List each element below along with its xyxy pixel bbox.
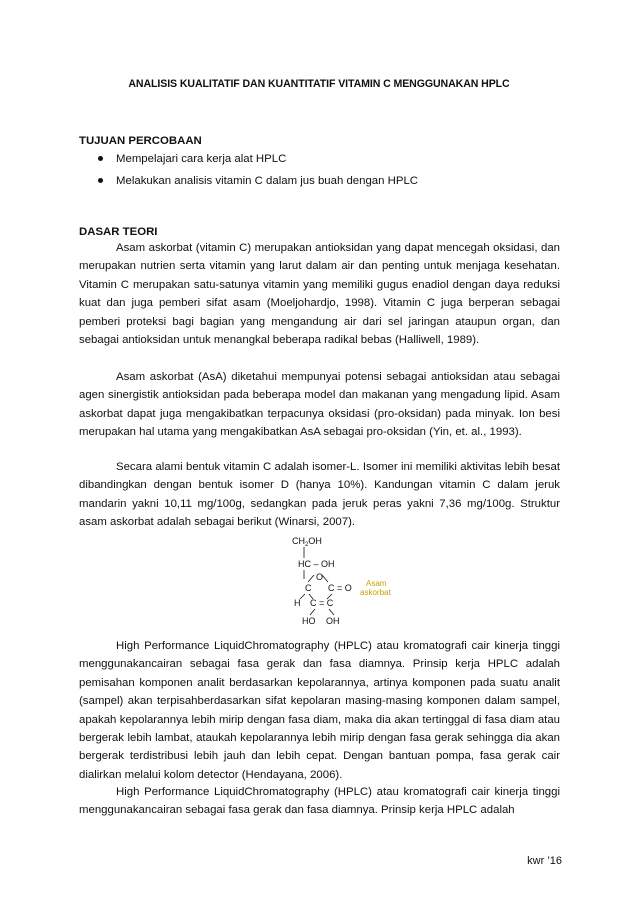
c-double-c-label: C = C (310, 598, 334, 608)
list-item: Mempelajari cara kerja alat HPLC (96, 148, 418, 170)
list-item: Melakukan analisis vitamin C dalam jus buah dengan HPLC (96, 170, 418, 192)
carbonyl-label: C = O (328, 583, 352, 593)
oh-label: OH (326, 616, 340, 626)
paragraph-2: Asam askorbat (AsA) diketahui mempunyai potensi sebagai antioksidan atau sebagai agen sinergistik antioksidan pada beberapa model dan makanan yang mengadung lipid. Asam askorbat dapat juga mengakibatkan terpacunya oksidasi (pro-oksidan) pada minyak. Ion besi merupakan hal utama yang mengakibatkan AsA sebagai pro-oksidan (Yin, et. al., 1993). (79, 371, 560, 439)
hydrogen-label: H (294, 598, 301, 608)
ho-label: HO (302, 616, 316, 626)
objectives-list (96, 148, 418, 192)
ring-oxygen-label: O (316, 572, 324, 582)
paragraph-4: High Performance LiquidChromatography (HPLC) atau kromatografi cair kinerja tinggi menggunakancairan sebagai fasa gerak dan fasa diamnya. Prinsip kerja HPLC adalah pemisahan komponen analit berdasarkan kepolarannya, artinya komponen pada suatu analit (sampel) akan terpisahberdasarkan sifat kepolaran masing-masing komponen dalam sampel, apakah kepolarannya lebih mirip dengan fasa diam, maka dia akan tertinggal di fasa diam atau bergerak lebih lambat, ataukah kepolarannya lebih mirip dengan fasa gerak sehingga dia akan bergerak terdistribusi lebih jauh dan lebih cepat. Dengan bantuan pompa, fasa gerak cair dialirkan melalui kolom detector (Hendayana, 2006). (79, 640, 560, 781)
asam-label: Asam (366, 579, 387, 588)
section-heading-dasar-teori: DASAR TEORI (79, 226, 158, 238)
paragraph-1: Asam askorbat (vitamin C) merupakan antioksidan yang dapat mencegah oksidasi, dan merupakan nutrien serta vitamin yang larut dalam air dan penting untuk menjaga kesehatan. Vitamin C merupakan satu-satunya vitamin yang memiliki gugus enadiol dengan daya reduksi kuat dan juga pemberi sifat asam (Moeljohardjo, 1998). Vitamin C juga berperan sebagai pemberi proteksi bagi bagian yang mengandung air dari sel jaringan ataupun organ, dan sebagai antioksidan untuk menangkal beberapa radikal bebas (Halliwell, 1989). (79, 242, 560, 347)
bullet-icon (98, 178, 103, 183)
page-footer: kwr ’16 (527, 855, 562, 867)
section-heading-tujuan: TUJUAN PERCOBAAN (79, 135, 202, 147)
paragraph-3: Secara alami bentuk vitamin C adalah isomer-L. Isomer ini memiliki aktivitas lebih besat dibandingkan dengan bentuk isomer D (hanya 10%). Kandungan vitamin C dalam jeruk mandarin yakni 10,11 mg/100g, sedangkan pada jeruk peras yakni 7,36 mg/100g. Struktur asam askorbat adalah sebagai berikut (Winarsi, 2007). (79, 461, 560, 529)
hc-oh-label: HC – OH (298, 559, 335, 569)
ch2oh-label: $CH_2OH$ (292, 536, 322, 548)
ascorbic-acid-structure (280, 534, 420, 634)
paragraph-5: High Performance LiquidChromatography (HPLC) atau kromatografi cair kinerja tinggi menggunakancairan sebagai fasa gerak dan fasa diamnya. Prinsip kerja HPLC adalah (79, 786, 560, 817)
askorbat-label: askorbat (360, 588, 391, 597)
document-title: ANALISIS KUALITATIF DAN KUANTITATIF VITAMIN C MENGGUNAKAN HPLC (128, 78, 510, 90)
bullet-icon (98, 156, 103, 161)
carbon-left-label: C (305, 583, 312, 593)
